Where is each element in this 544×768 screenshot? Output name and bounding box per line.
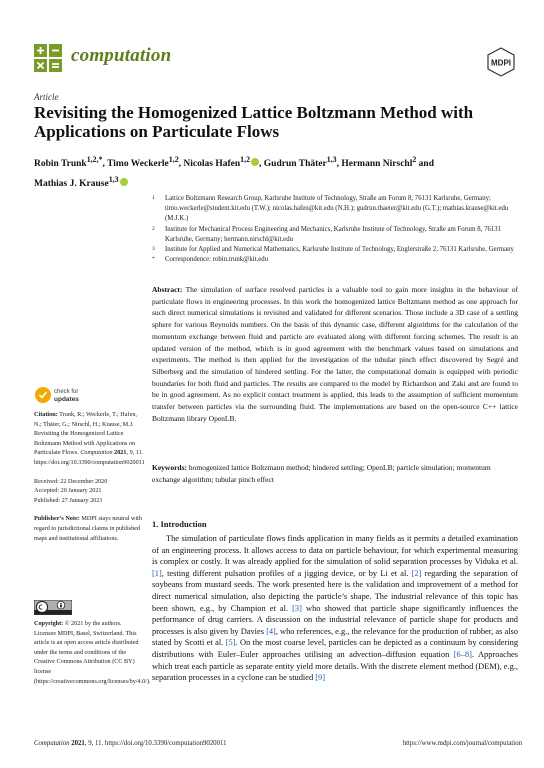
affiliation-item: 1 Lattice Boltzmann Research Group, Karlsruhe Institute of Technology, Straße am Forum 8, 76131 Karlsruhe, Germany; timo.weckerle@student.kit.edu (T.W.); nicolas.hafen@kit.edu (N.H.); gudrun.thaeter@kit.edu (G.T.); mathias.krause@kit.edu (M.J.K.): [152, 195, 509, 223]
keywords-label: Keywords:: [152, 463, 187, 472]
mdpi-logo-text: MDPI: [491, 58, 511, 68]
journal-name: computation: [71, 45, 172, 66]
svg-text:updates: updates: [54, 396, 79, 403]
abstract-text: The simulation of surface resolved particles is a valuable tool to gain more insights in the behaviour of particulate flows in engineering processes. In this work the homogenized lattice Boltzmann method as one approach for such direct numerical simulations is revisited and validated for different scenarios. Those include a 3D case of a settling sphere for various Reynolds numbers. On the basis of this dynamic case, different algorithms for the calculation of the momentum exchange between fluid and particle are evaluated along with different forcing schemes. The result is an updated version of the method, which is in good agreement with the benchmark values based on simulations and experiments. The method is then applied for the investigation of the tubular pinch effect discovered by Segré and Silberberg and the simulation of hindered settling. For the latter, the computational domain is equipped with periodic boundaries for both fluid and particles. The results are compared to the model by Richardson and Zaki and are found to be in good agreement. As no explicit contact treatment is applied, this leads to the assumption of sufficient momentum transfer between particles via the surrounding fluid. The implementations are based on the open-source C++ lattice Boltzmann library OpenLB.: [152, 285, 518, 423]
copyright-notice: Copyright: © 2021 by the authors. Licensee MDPI, Basel, Switzerland. This article is an open access article distributed under the terms and conditions of the Creative Commons Attribution (CC BY) license (https://creativecommons.org/licenses/by/4.0/).: [34, 620, 151, 685]
citation: Citation: Trunk, R.; Weckerle, T.; Hafen, N.; Thäter, G.; Nirschl, H.; Krause, M.J. Revisiting the Homogenized Lattice Boltzmann Method with Applications on Particulate Flows. Computation 2021, 9, 11. https://doi.org/10.3390/computation9020011: [34, 411, 145, 466]
citation-link[interactable]: [4]: [266, 626, 276, 636]
section-heading-introduction: 1. Introduction: [152, 519, 207, 529]
publisher-note: Publisher’s Note: MDPI stays neutral with regard to jurisdictional claims in published maps and institutional affiliations.: [34, 515, 142, 542]
orcid-icon[interactable]: [120, 178, 128, 186]
orcid-icon[interactable]: [251, 158, 259, 166]
check-for-updates-icon[interactable]: [34, 384, 84, 406]
abstract: [152, 284, 518, 424]
published-date: Published: 27 January 2021: [34, 496, 103, 504]
citation-link[interactable]: [9]: [315, 673, 326, 683]
dates: [34, 477, 144, 506]
article-type: Article: [34, 92, 59, 102]
affiliations: [152, 194, 518, 265]
abstract-label: Abstract:: [152, 285, 183, 294]
received-date: Received: 22 December 2020: [34, 477, 108, 485]
citation-link[interactable]: [3]: [292, 603, 302, 613]
keywords-text: homogenized lattice Boltzmann method; hindered settling; OpenLB; particle simulation; momentum exchange algorithm; tubular pinch effect: [152, 463, 491, 484]
citation-link[interactable]: [5]: [225, 638, 236, 648]
svg-text:check for: check for: [54, 389, 79, 395]
author-name: Robin Trunk: [34, 159, 87, 170]
citation-link[interactable]: [2]: [411, 568, 422, 578]
cc-by-license-icon[interactable]: [34, 600, 72, 615]
computation-logo-icon: [34, 44, 62, 72]
author-affil: 2: [412, 155, 417, 164]
citation-link[interactable]: [6–8]: [453, 649, 472, 659]
accepted-date: Accepted: 20 January 2021: [34, 487, 102, 495]
author-name: Nicolas Hafen: [183, 159, 241, 170]
mdpi-logo-icon: [486, 47, 516, 77]
author-list: Robin Trunk$^{1,2,*}$, Timo Weckerle$^{1,2}$, Nicolas Hafen$^{1,2}$ , Gudrun Thäter$^{1,3}$, Hermann Nirschl$^2$ and Mathias J. Krause$^{1,3}$: [34, 155, 434, 190]
footer-journal-url[interactable]: https://www.mdpi.com/journal/computation: [402, 740, 522, 747]
introduction-paragraph: The simulation of particulate flows finds application in many fields as it permits a detailed examination of an engineering process. It allows access to data on particle behaviour, for which experimental measuring is complex or costly. It was already applied for the simulation of solid separation processes by Viduka et al. [1], testing different pulsation profiles of a jigging device, or by Li et al. [2] regarding the separation of soybeans from mustard seeds. The work presented here is the validation and improvement of a method for direct numerical simulation, also depicting the particle’s shape. The industrial relevance of this topic has been shown, e.g., by Champion et al. [3] who showed that particle shape significantly influences the performance of drug carriers. A discussion on the industrial relevance of particle shape for products and processes is also given by Davies [4], who references, e.g., the relevance for the production of rubber, as also stated by Scotti et al. [5]. On the most coarse level, particles can be depicted as a continuum by considering distributions with Euler–Euler approaches utilising an advection–diffusion equation [6–8]. Approaches which treat each particle as separate entity yield more details. With the discrete element method (DEM), e.g., separation processes in a cyclone can be studied [9]: [152, 534, 519, 683]
paper-title: Revisiting the Homogenized Lattice Boltzmann Method with Applications on Particulate Flows: [34, 103, 474, 141]
affiliation-item: 2 Institute for Mechanical Process Engineering and Mechanics, Karlsruhe Institute of Technology, Straße am Forum 8, 76131 Karlsruhe, Germany; hermann.nirschl@kit.edu: [152, 225, 502, 243]
author-name: Gudrun Thäter: [263, 159, 327, 170]
author-name: Hermann Nirschl: [341, 159, 413, 170]
author-name: Mathias J. Krause: [34, 179, 109, 190]
sidebar: [34, 410, 144, 552]
citation-link[interactable]: [1]: [152, 568, 162, 578]
correspondence: * Correspondence: robin.trunk@kit.edu: [152, 256, 269, 264]
affiliation-item: 3 Institute for Applied and Numerical Mathematics, Karlsruhe Institute of Technology, Englerstraße 2, 76131 Karlsruhe, Germany: [152, 246, 514, 254]
author-affil: 1,3: [326, 155, 337, 164]
author-affil: 1,2: [240, 155, 251, 164]
author-affil: 1,2,*: [86, 155, 103, 164]
author-name: Timo Weckerle: [107, 159, 169, 170]
author-affil: 1,3: [108, 175, 119, 185]
author-affil: 1,2: [168, 155, 179, 164]
footer-citation: Computation 2021, 9, 11. https://doi.org/10.3390/computation9020011: [34, 740, 227, 747]
keywords: [152, 462, 518, 485]
